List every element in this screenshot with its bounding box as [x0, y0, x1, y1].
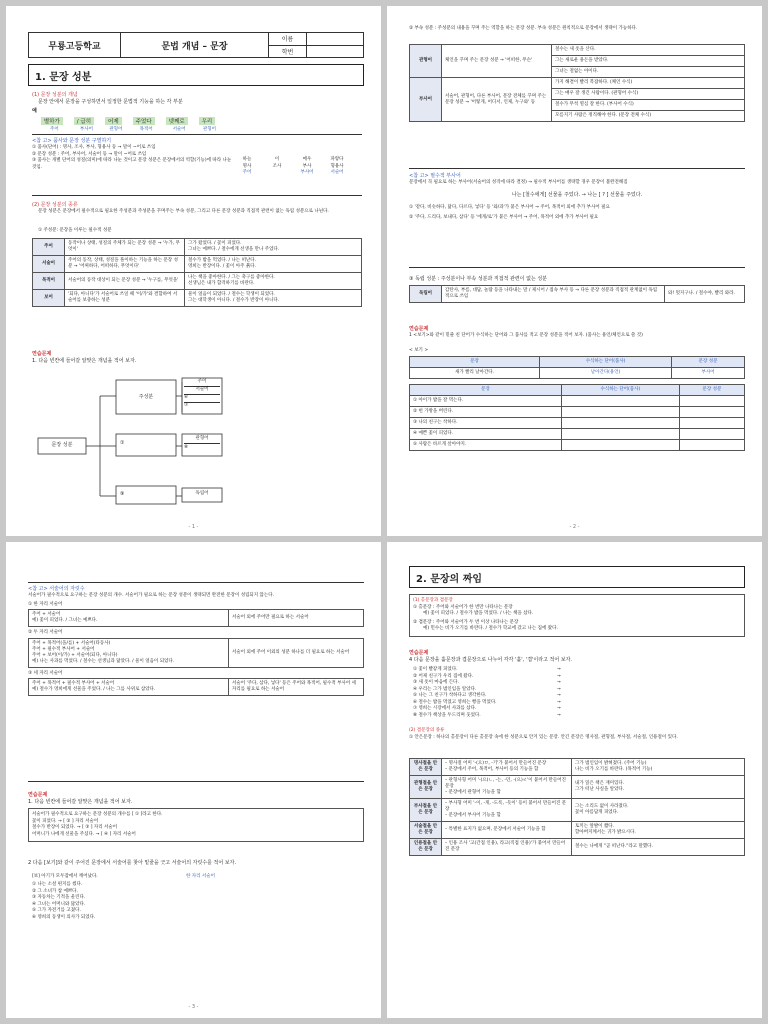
practice-head: 연습문제	[32, 351, 52, 357]
ex-word: 주었다	[133, 117, 155, 125]
ex-role: 부사어	[79, 127, 93, 132]
tree-leaf: ⑦	[184, 403, 189, 408]
page-2	[387, 6, 762, 536]
cell: 부사어	[672, 368, 745, 379]
ex-word: / 급히	[74, 117, 94, 125]
list-item: ② 어제 친구가 우리 집에 왔다.	[413, 673, 474, 679]
ref-box-1	[32, 134, 362, 196]
main-components-table	[32, 238, 362, 307]
row-label: 주어	[33, 239, 65, 256]
column-header: 문장 성분	[679, 385, 744, 396]
ref-example: 나는 [철수에게] 선물을 주었다. → 나는 [ ? ] 선물을 주었다.	[511, 191, 643, 198]
table-row	[410, 407, 745, 418]
page-title: 문법 개념 – 문장	[121, 33, 269, 57]
ref-body: 서술어가 필수적으로 요구하는 문장 성분의 개수. 서술어가 필요로 하는 문장 성분이 생략되면 완전한 문장이 성립되지 않는다.	[28, 593, 275, 598]
row-example: 모름지기 사람은 정직해야 한다. (문장 전체 수식)	[555, 113, 652, 118]
cell: 날아간다(용언)	[540, 368, 672, 379]
list-item: ⑤ 나는 그 친구가 착하다고 생각한다.	[413, 693, 487, 698]
p2-top-text: ② 부속 성분 : 주성분의 내용을 꾸며 주는 역할을 하는 문장 성분. 부속 성분은 원칙적으로 문장에서 생략이 가능하다.	[409, 26, 638, 31]
section-title: 1. 문장 성분	[28, 64, 364, 86]
row-label: 부사어	[410, 78, 442, 122]
group-form: 주어 + 목적어 + 필수적 부사어 + 서술어 예) 철수가 영희에게 선물을 주었다. / 나는 그를 사위로 삼았다.	[29, 679, 229, 696]
row-label: 서술절을 안은 문장	[410, 822, 442, 839]
independent-table	[409, 285, 745, 303]
answer-arrows: → → → → → → → →	[557, 667, 561, 718]
tree-leaf: ⑥	[184, 395, 220, 403]
practice-box	[28, 808, 364, 842]
page-number: - 1 -	[188, 524, 199, 530]
row-example: 그는 소리도 없이 사라졌다. 꽃이 아름답게 피었다.	[572, 799, 745, 822]
row-example: 철수가 밥을 먹었다. / 나는 떠난다. 영희는 반장이다. / 꽃이 아주 붉다.	[185, 256, 362, 273]
column-header: 문장	[410, 357, 540, 368]
list-item: ④ 우리는 그가 범인임을 알았다.	[413, 686, 477, 692]
practice-head: 연습문제	[409, 326, 429, 332]
mini-cell: 이	[274, 157, 280, 162]
table-row	[29, 610, 364, 627]
cell: ⑤ 사람은 바르게 살아야지.	[410, 440, 562, 451]
table-row	[410, 759, 745, 776]
row-label: 관형절을 안은 문장	[410, 776, 442, 799]
mini-cell: 매우	[302, 157, 312, 162]
group-head: ① 한 자리 서술어	[28, 601, 63, 607]
ref-line: ① 품사(단어) : 명사, 조사, 부사, 형용사 등 → 말이 ~어로 쓰임	[32, 145, 156, 150]
page-header	[28, 32, 364, 58]
column-header: 문장	[410, 385, 562, 396]
row-example: 물이 얼음이 되었다. / 철수는 학생이 되었다. 그는 대학생이 아니다. / 철수가 반장이 아니다.	[185, 290, 362, 307]
tree-left-circle: ①	[120, 440, 125, 446]
row-desc: 서술어의 동작 대상이 되는 문장 성분 → '누구를, 무엇을'	[65, 273, 185, 290]
simple-complex-box	[409, 594, 745, 637]
mini-cell: 주어	[242, 170, 252, 175]
s2-head: (2) 겹문장의 종류	[409, 728, 445, 733]
practice-question: 1. 다음 빈칸에 들어갈 알맞은 개념을 적어 보자.	[32, 358, 137, 364]
id-label: 학번	[281, 48, 294, 56]
mini-cell	[262, 170, 292, 177]
practice-line: 서술어가 필수적으로 요구하는 문장 성분의 개수를 [ ① ]라고 한다.	[32, 812, 163, 817]
row-label: 인용절을 안은 문장	[410, 839, 442, 856]
group-form: 주어 + 목적어(을/를) + 서술어(타동사) 주어 + 필수적 부사어 + 서술어 주어 + 보어(이/가) + 서술어(되다, 아니다) 예) 나는 사과를 먹었다. / 철수는 선생님과 닮았다. / 물이 얼음이 되었다.	[29, 638, 229, 667]
ex-role: 관형어	[109, 127, 123, 132]
s1-head: (1) 문장 성분의 개념	[32, 92, 78, 98]
s2-body: 문장 성분은 문장에서 필수적으로 필요한 주성분과 주성분을 꾸며주는 부속 성분, 그리고 다른 문장 성분과 직접적 관련이 없는 독립 성분으로 나뉜다.	[38, 209, 329, 214]
page-4	[387, 542, 762, 1018]
independent-head: ③ 독립 성분 : 주성분이나 부속 성분과 직접적 관련이 없는 성분	[409, 276, 547, 282]
practice-head: 연습문제	[28, 792, 48, 798]
table-row	[29, 679, 364, 696]
list-item: ④ 그녀는 어머니와 닮았다.	[32, 901, 86, 907]
id-field[interactable]	[307, 46, 363, 58]
row-desc: – 인용 조사 '고(간접 인용), 라고(직접 인용)'가 붙어서 만들어진 문장	[442, 839, 572, 856]
cell: 새가 빨리 날아간다.	[410, 368, 540, 379]
practice-head: 연습문제	[409, 650, 429, 656]
example-table	[409, 356, 745, 379]
practice-line: 꽃이 피었다. → [ ② ] 자리 서술어	[32, 818, 99, 824]
table-row	[410, 799, 745, 822]
tree-leaf: ⑧	[184, 445, 189, 450]
page-1	[6, 6, 381, 536]
mini-cell: 부사	[302, 163, 312, 169]
row-example: 그가 왔었다. / 꽃이 피었다. 그녀는 예쁘다. / 철수에게 선생을 만나 주었다.	[185, 239, 362, 256]
ref-line: ③ 품사는 개별 단어의 성질(의미)에 따라 나눈 것이고 문장 성분은 문장에서의 역할(기능)에 따라 나눈 것임.	[32, 158, 232, 170]
mini-cell: 형용사	[330, 163, 344, 169]
practice-question: 1. 다음 빈칸에 들어갈 알맞은 개념을 적어 보자.	[28, 799, 133, 805]
mini-cell: 서술어	[330, 170, 344, 175]
row-example: 내가 읽은 책은 재미있다. 그가 떠난 사실을 알았다.	[572, 776, 745, 799]
cell: ③ 나의 친구는 착하다.	[410, 418, 562, 429]
answer-cell[interactable]	[561, 440, 679, 451]
group-head: ② 두 자리 서술어	[28, 630, 63, 635]
ex-word: 어제	[105, 117, 122, 125]
row-example: 철수가 무척 열심 잘 한다. (부사어 수식)	[552, 100, 744, 111]
row-example: 와! 멋지구나. / 철수야, 빨리 와라.	[665, 286, 745, 303]
ex-word: 우리	[199, 117, 216, 125]
s1-line: 예) 민수는 비가 오기를 바란다. / 철수가 학교에 갔고 나는 집에 왔다.	[423, 626, 558, 631]
tree-leaf: 주어	[184, 379, 220, 387]
sub-components-table	[409, 44, 745, 122]
ref-box-3	[28, 582, 364, 782]
answer-cell[interactable]	[679, 396, 744, 407]
mini-cell: 부사어	[300, 170, 314, 175]
ex-word: 별하가	[41, 117, 63, 125]
table-row	[410, 396, 745, 407]
row-desc: – 특별한 표지가 없으며, 문장에서 서술어 기능을 함	[442, 822, 572, 839]
row-example: 나는 책을 좋아한다. / 그는 축구를 좋아한다. 선생님은 내가 합격하기를 바란다.	[185, 273, 362, 290]
row-label: 목적어	[33, 273, 65, 290]
group-head: ③ 세 자리 서술어	[28, 670, 63, 676]
list-item: ⑥ 철수는 밥을 먹었고 영희는 빵을 먹었다.	[413, 699, 497, 705]
row-example: 토끼는 앞발이 짧다. 할아버지께서는 귀가 밝으시다.	[572, 822, 745, 839]
mini-cell: 하늘	[242, 157, 252, 162]
answer-cell[interactable]	[679, 429, 744, 440]
ex-role: 목적어	[139, 127, 153, 132]
list-item: ② 그 소녀가 참 예쁘다.	[32, 888, 78, 894]
tree-bottom-left: ⑨	[120, 491, 125, 497]
column-header: 수식하는 단어(품사)	[561, 385, 679, 396]
name-label: 이름	[269, 33, 306, 46]
table-row	[33, 290, 362, 307]
row-label: 서술어	[33, 256, 65, 273]
group-desc: 서술어 외에 주어만 필요로 하는 서술어	[229, 610, 364, 627]
table-row	[410, 822, 745, 839]
row-example: 철수는 나에게 "곧 떠난다."라고 말했다.	[572, 839, 745, 856]
ex-role: 관형어	[202, 127, 216, 132]
q2-prompt: 2 다음 [보기]와 같이 주어진 문장에서 서술어를 찾아 밑줄을 긋고 서술어의 자릿수를 적어 보자.	[28, 860, 237, 866]
row-label: 명사절을 안은 문장	[410, 759, 442, 776]
s1-line: ① 홑문장 : 주어와 서술어가 한 번만 나타나는 문장	[413, 604, 513, 610]
list-item: ⑥ 영희의 동생이 의사가 되었다.	[32, 914, 96, 920]
q2-answer: 한 자리 서술어	[186, 874, 215, 879]
group-form: 주어 + 서술어 예) 꽃이 피었다. / 그녀는 예쁘다.	[29, 610, 229, 627]
ref-head: <참 고> 품사와 문장 성분 구별하기	[32, 138, 112, 144]
list-item: ③ 새 옷이 마음에 든다.	[413, 680, 459, 685]
row-desc: 체언을 꾸며 주는 문장 성분 → '어떠한, 무슨'	[442, 45, 552, 78]
page-number: - 3 -	[188, 1004, 199, 1010]
ex-role: 주어	[49, 127, 59, 132]
school-name: 무룡고등학교	[29, 33, 121, 57]
s1-line: 예) 꽃이 피었다. / 철수가 밥을 먹었다. / 나는 책을 샀다.	[423, 611, 534, 616]
s1-head: (1) 홑문장과 겹문장	[413, 598, 453, 603]
list-item: ③ 자동차는 기적을 울린다.	[32, 895, 86, 900]
answer-cell[interactable]	[561, 396, 679, 407]
s2-sub: ① 주성분: 문장을 이루는 필수적 성분	[38, 228, 112, 233]
ref-line: ② '주다, 드리다, 보내다, 삼다' 등 '에게/로'가 붙은 부사어 → 주어, 목적어 외에 추가 부사어 필요	[409, 215, 599, 220]
row-desc: '되다, 아니다'가 서술어로 쓰일 때 '이/가'와 결합하여 서술어를 보충하는 성분	[65, 290, 185, 307]
row-desc: 주어의 동작, 상태, 성질을 풀이하는 기능을 하는 문장 성분 → '어찌하다, 어떠하다, 무엇이다'	[65, 256, 185, 273]
row-example: 철수는 새 옷을 산다.	[552, 45, 744, 56]
row-desc: – 부사형 어미 '-이, -게, -도록, -듯이' 등이 붙어서 만들어진 문장 – 문장에서 부사어 기능을 함	[442, 799, 572, 822]
table-row	[410, 78, 745, 122]
list-item: ① 나는 소설 편지를 썼다.	[32, 882, 83, 887]
ref-body: 문장에서 꼭 필요로 하는 부사어(서술어의 성격에 따라 결정) → 필수적 부사어를 생략할 경우 문장이 불완전해짐	[409, 180, 628, 185]
embedded-clause-table	[409, 758, 745, 856]
tree-root: 문장 성분	[51, 442, 73, 448]
table-row	[33, 273, 362, 290]
row-example: 그는 새로운 용돈을 받았다.	[552, 56, 744, 67]
ref-head: <참 고> 필수적 부사어	[409, 173, 461, 179]
table-row	[410, 418, 745, 429]
row-desc: 서술어, 관형어, 다른 부사어, 문장 전체를 꾸며 주는 문장 성분 → '어떻게, 어디서, 언제, 누구와' 등	[442, 78, 552, 122]
row-example: 그가 범인임이 밝혀졌다. (주어 기능) 나는 비가 오기를 바란다. (목적어 기능)	[572, 759, 745, 776]
tree-leaf: 독립어	[195, 491, 209, 496]
tree-diagram	[36, 376, 356, 516]
answer-cell[interactable]	[679, 440, 744, 451]
ref-mini-table	[232, 157, 352, 177]
name-field[interactable]	[307, 33, 363, 46]
ex-mark: 예	[32, 108, 37, 114]
column-header: 문장 성분	[672, 357, 745, 368]
table-row	[33, 256, 362, 273]
practice-question: 4 다음 문장을 홑문장과 겹문장으로 나누어 각각 '홑', '겹'이라고 적어 보자.	[409, 657, 572, 663]
table-row	[410, 368, 745, 379]
s1-body: 문장 안에서 문장을 구성하면서 일정한 문법적 기능을 하는 각 부분	[38, 99, 183, 105]
row-example: 그녀는 철없는 아이다.	[555, 69, 599, 74]
s2-body: ① 안은문장 : 하나의 홑문장이 다른 홑문장 속에 한 성분으로 안겨 있는 문장. 안긴 문장은 명사절, 관형절, 부사절, 서술절, 인용절이 있다.	[409, 735, 678, 740]
practice-list	[413, 667, 497, 719]
practice-line: 철수가 반장이 되었다. → [ ③ ] 자리 서술어	[32, 825, 118, 830]
answer-cell[interactable]	[679, 418, 744, 429]
cell: ② 헌 가방을 버린다.	[410, 407, 562, 418]
row-label: 독립어	[410, 286, 442, 303]
list-item: ① 꽃이 빨갛게 피었다.	[413, 667, 458, 672]
example-sentence	[32, 108, 220, 134]
q2-example: [보] 아기가 모두잠에서 깨어났다.	[32, 874, 98, 879]
practice-line: 어머니가 나에게 선물을 주셨다. → [ ④ ] 자리 서술어	[32, 831, 136, 837]
table-row	[410, 440, 745, 451]
list-item: ⑦ 영희는 시장에서 사과를 샀다.	[413, 706, 477, 711]
row-desc: 동작이나 상태, 성질의 주체가 되는 문장 성분 → '누가, 무엇이'	[65, 239, 185, 256]
ref-line: ① '같다, 비슷하다, 닮다, 다르다, 넣다' 등 '와/과'가 붙은 부사어 → 주어, 목적어 외에 추가 부사어 필요	[409, 204, 610, 210]
ref-line: ② 문장 성분 : 주어, 부사어, 서술어 등 → 말이 ~어로 쓰임	[32, 151, 147, 157]
ex-word: 넷째로	[166, 117, 188, 125]
mini-cell: 명사	[242, 163, 252, 169]
table-row	[410, 286, 745, 303]
table-row	[410, 776, 745, 799]
table-row	[33, 239, 362, 256]
row-desc: 감탄사, 부름, 대답, 놀람 등을 나타내는 말 / 제시어 / 접속 부사 등 → 다른 문장 성분과 직접적 관계없이 독립적으로 쓰임	[442, 286, 665, 303]
q2-list	[32, 882, 95, 921]
row-desc: – 명사절 어미 '-(으)ㅁ, -기'가 붙어서 만들어진 문장 – 문장에서 주어, 목적어, 부사어 등의 기능을 함	[442, 759, 572, 776]
answer-cell[interactable]	[561, 418, 679, 429]
list-item: ⑤ 그가 자전거를 고쳤다.	[32, 908, 81, 913]
answer-cell[interactable]	[561, 429, 679, 440]
section-title: 2. 문장의 짜임	[409, 566, 745, 588]
mini-cell: 조사	[272, 163, 282, 169]
tree-leaf: 관형어	[184, 436, 220, 444]
row-example: 그는 매우 잘 생긴 사람이다. (관형어 수식)	[552, 89, 744, 100]
s2-head: (2) 문장 성분의 종류	[32, 202, 78, 208]
row-label: 관형어	[410, 45, 442, 78]
group-desc: 서술어 외에 주어 이외의 성분 하나를 더 필요로 하는 서술어	[229, 638, 364, 667]
group-desc: 서술어 '주다, 삼다, 넣다' 등은 주어와 목적어, 필수적 부사어 세 자리를 필요로 하는 서술어	[229, 679, 364, 696]
column-header: 수식하는 단어(품사)	[540, 357, 672, 368]
ex-role: 서술어	[172, 127, 186, 132]
row-label: 보어	[33, 290, 65, 307]
row-label: 부사절을 안은 문장	[410, 799, 442, 822]
list-item: ⑧ 철수가 책상을 두드리며 웃었다.	[413, 712, 481, 718]
ref-head: <참 고> 서술어의 자릿수	[28, 586, 85, 592]
tree-leaf: 서술어	[184, 387, 220, 395]
table-row	[29, 638, 364, 667]
row-desc: – 관형사형 어미 '-(으)ㄴ, -는, -던, -(으)ㄹ'이 붙어서 만들어진 문장 – 문장에서 관형어 기능을 함	[442, 776, 572, 799]
cell: ① 아이가 밥을 잘 먹는다.	[410, 396, 562, 407]
answer-cell[interactable]	[561, 407, 679, 418]
row-example: 가지 해결이 빨리 복잡하다. (체언 수식)	[552, 78, 744, 89]
tree-main: 주성분	[138, 394, 154, 400]
table-row	[410, 429, 745, 440]
table-row	[410, 45, 745, 78]
cell: ④ 예쁜 꽃이 피었다.	[410, 429, 562, 440]
table-row	[410, 839, 745, 856]
s1-line: ② 겹문장 : 주어와 서술어가 두 번 이상 나타나는 문장	[413, 619, 519, 625]
answer-table	[409, 384, 745, 451]
page-number: - 2 -	[569, 524, 580, 530]
ref-box-2	[409, 168, 745, 268]
practice-question: 1 <보기>와 같이 밑줄 친 단어가 수식하는 단어와 그 품사를 적고 문장 성분을 적어 보자. (품사는 용언/체언으로 쓸 것)	[409, 333, 643, 338]
mini-cell: 파랗다	[330, 157, 344, 162]
page-3	[6, 542, 381, 1018]
answer-cell[interactable]	[679, 407, 744, 418]
boki-label: < 보기 >	[409, 348, 429, 353]
